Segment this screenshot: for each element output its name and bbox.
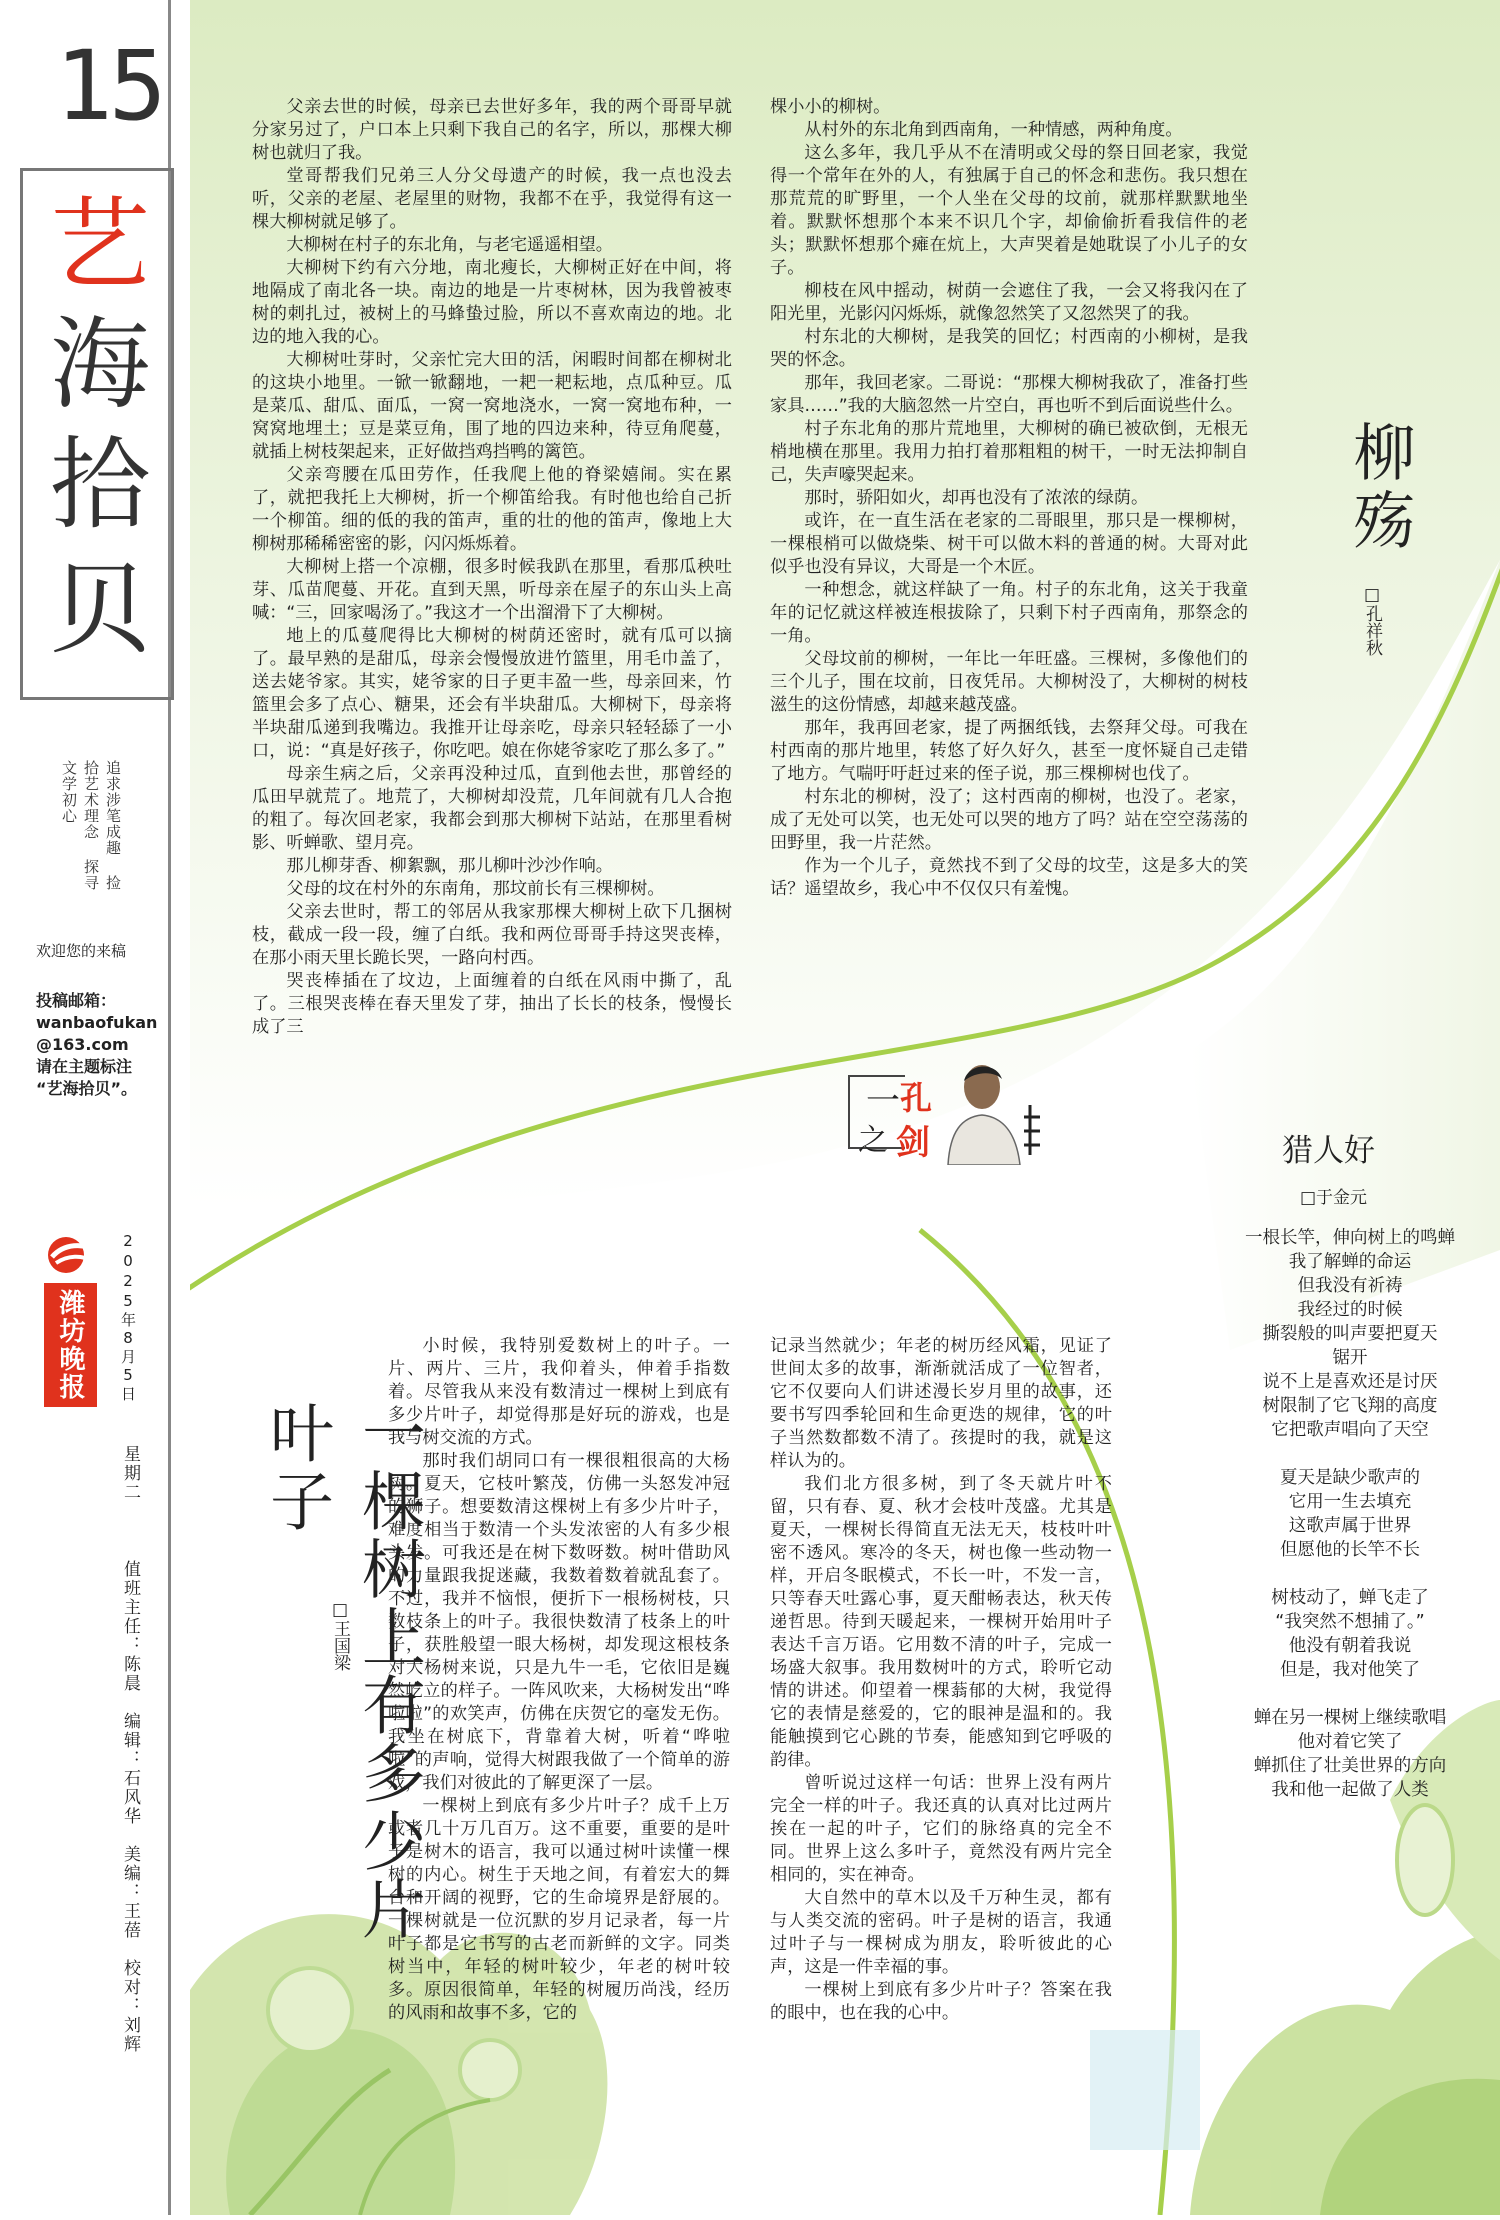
poem-line: 蝉在另一棵树上继续歌唱 [1253,1708,1447,1728]
paragraph: 大柳树下约有六分地，南北瘦长，大柳树正好在中间，将地隔成了南北各一块。南边的地是一片枣树林，因为我曾被枣树的刺扎过，被树上的马蜂蛰过脸，所以不喜欢南边的地。北边的地入我的心。 [252,258,732,347]
article-liushang-col2 [770,96,1248,901]
poem-line: 它用一生去填充 [1288,1492,1412,1512]
slogan-line: 追求涉笔成趣 [104,760,122,856]
article-leaves-col2 [770,1335,1112,2025]
author-portrait [940,1055,1050,1165]
section-title-char: 贝 [50,551,150,668]
stamp-char: 剑 [896,1123,930,1163]
staff-role: 美编： [120,1845,140,1902]
paragraph: 大柳树在村子的东北角，与老宅遥遥相望。 [286,235,613,255]
paragraph: 父亲去世时，帮工的邻居从我家那棵大柳树上砍下几捆树枝，截成一段一段，缠了白纸。我和两位哥哥手持这哭丧棒，在那小雨天里长跪长哭，一路向村西。 [252,902,732,968]
paragraph: 父亲去世的时候，母亲已去世好多年，我的两个哥哥早就分家另过了，户口本上只剩下我自己的名字，所以，那棵大柳树也就归了我。 [252,97,732,163]
poem-line: 但是，我对他笑了 [1280,1660,1420,1680]
paragraph: 那时，骄阳如火，却再也没有了浓浓的绿荫。 [804,488,1149,508]
staff-role: 校对： [120,1959,140,2016]
poem-line: 他对着它笑了 [1297,1732,1403,1752]
stanza-gap [1215,1682,1485,1706]
newspaper-name: 潍坊晚报 [44,1283,97,1407]
poem-line: 夏天是缺少歌声的 [1280,1468,1420,1488]
stamp-char: 之 [858,1123,888,1158]
poem-line: “我突然不想捕了。” [1275,1612,1425,1632]
article-leaves-author: □王国梁 [330,1600,350,1671]
stanza-gap [1215,1442,1485,1466]
paragraph: 作为一个儿子，竟然找不到了父母的坟茔，这是多大的笑话？遥望故乡，我心中不仅仅只有羞愧。 [770,856,1248,899]
paragraph: 哭丧棒插在了坟边，上面缠着的白纸在风雨中撕了，乱了。三根哭丧棒在春天里发了芽，抽出了长长的枝条，慢慢长成了三 [252,971,732,1037]
article-liushang-col1 [252,96,732,1039]
stamp-char: 一 [866,1081,900,1121]
paragraph: 曾听说过这样一句话：世界上没有两片完全一样的叶子。我还真的认真对比过两片挨在一起的叶子，它们的脉络真的完全不同。世界上这么多叶子，竟然没有两片完全相同的，实在神奇。 [770,1773,1112,1885]
welcome-text: 欢迎您的来稿 [36,942,127,960]
poem-line: 锯开 [1332,1348,1368,1368]
paragraph: 村东北的大柳树，是我笑的回忆；村西南的小柳树，是我哭的怀念。 [770,327,1248,370]
staff-name: 陈晨 [120,1655,140,1693]
poem-line: 一根长竿，伸向树上的鸣蝉 [1245,1228,1455,1248]
stamp-char: 孔 [900,1079,933,1117]
article-liushang-title: 柳殇 [1343,420,1416,556]
swirl-icon [44,1235,100,1275]
slogan-line: 探寻文学初心 [60,760,100,891]
staff-name: 石风华 [120,1769,140,1826]
poem-line: 我了解蝉的命运 [1288,1252,1412,1272]
email-user[interactable]: wanbaofukan [36,1013,158,1032]
poem-line: 树限制了它飞翔的高度 [1262,1396,1438,1416]
poem-author: □于金元 [1300,1188,1368,1208]
paragraph: 柳枝在风中摇动，树荫一会遮住了我，一会又将我闪在了阳光里，光影闪闪烁烁，就像忽然笑了又忽然哭了的我。 [770,281,1248,324]
poem-line: 但愿他的长竿不长 [1280,1540,1420,1560]
paragraph: 村子东北角的那片荒地里，大柳树的确已被砍倒，无根无梢地横在那里。我用力拍打着那粗粗的树干，一时无法抑制自己，失声嚎哭起来。 [770,419,1248,485]
stanza-gap [1215,1562,1485,1586]
poem-line: 但我没有祈祷 [1297,1276,1403,1296]
section-sidebar [0,0,190,2215]
newspaper-logo [44,1235,104,1407]
date: 2025年8月5日 [119,1232,137,1403]
article-leaves-col1 [388,1335,730,2025]
email-label: 投稿邮箱： [36,991,117,1010]
paragraph: 那儿柳芽香、柳絮飘，那儿柳叶沙沙作响。 [286,856,613,876]
weekday: 星期二 [120,1445,140,1502]
page-number: 15 [55,30,163,142]
author-stamp [848,1055,1063,1165]
paragraph: 父亲弯腰在瓜田劳作，任我爬上他的脊梁嬉闹。实在累了，就把我托上大柳树，折一个柳笛给我。有时他也给自己折一个柳笛。细的低的我的笛声，重的壮的他的笛声，像地上大柳树那稀稀密密的影，闪闪烁烁着。 [252,465,732,554]
paragraph: 地上的瓜蔓爬得比大柳树的树荫还密时，就有瓜可以摘了。最早熟的是甜瓜，母亲会慢慢放进竹篮里，用毛巾盖了，送去姥爷家。其实，姥爷家的日子更丰盈一些，母亲回来，竹篮里会多了点心、糖果，还会有半块甜瓜。大柳树下，母亲将半块甜瓜递到我嘴边。我推开让母亲吃，母亲只轻轻舔了一小口，说：“真是好孩子，你吃吧。娘在你姥爷家吃了那么多了。” [252,626,732,761]
paragraph: 或许，在一直生活在老家的二哥眼里，那只是一棵柳树，一棵根梢可以做烧柴、树干可以做木料的普通的树。大哥对此似乎也没有异议，大哥是一个木匠。 [770,511,1248,577]
article-leaves-title: 一棵树上有多少片叶子 [259,1400,425,1944]
submission-info [36,990,176,1100]
poem-body [1215,1226,1485,1802]
poem-line: 蝉抓住了壮美世界的方向 [1253,1756,1447,1776]
paragraph: 一种想念，就这样缺了一角。村子的东北角，这关于我童年的记忆就这样被连根拔除了，只剩下村子西南角，那祭念的一角。 [770,580,1248,646]
article-liushang-author: □孔祥秋 [1362,585,1382,656]
paragraph: 从村外的东北角到西南角，一种情感，两种角度。 [804,120,1183,140]
editorial-staff [118,1560,143,2220]
paragraph: 大柳树吐芽时，父亲忙完大田的活，闲暇时间都在柳树北的这块小地里。一锨一锨翻地，一耙一耙耘地，点瓜种豆。瓜是菜瓜、甜瓜、面瓜，一窝一窝地浇水，一窝一窝地布种，一窝窝地埋土；豆是菜豆角，围了地的四边来种，待豆角爬蔓，就插上树枝架起来，正好做挡鸡挡鸭的篱笆。 [252,350,732,462]
section-title-char: 海 [50,306,150,423]
poem-line: 他没有朝着我说 [1288,1636,1412,1656]
paragraph: 一棵树上到底有多少片叶子？成千上万或者几十万几百万。这不重要，重要的是叶子是树木的语言，我可以通过树叶读懂一棵树的内心。树生于天地之间，有着宏大的舞台和开阔的视野，它的生命境界是舒展的。一棵树就是一位沉默的岁月记录者，每一片叶子都是它书写的古老而新鲜的文字。同类树当中，年轻的树叶较少，年老的树叶较多。原因很简单，年轻的树履历尚浅，经历的风雨和故事不多，它的 [388,1796,730,2023]
email-domain[interactable]: @163.com [36,1035,129,1054]
poem-line: 说不上是喜欢还是讨厌 [1262,1372,1438,1392]
paragraph: 堂哥帮我们兄弟三人分父母遗产的时候，我一点也没去听，父亲的老屋、老屋里的财物，我都不在乎，我觉得有这一棵大柳树就足够了。 [252,166,732,232]
email-note: “艺海拾贝”。 [36,1079,138,1098]
staff-role: 值班主任： [120,1560,140,1655]
paragraph: 村东北的柳树，没了；这村西南的柳树，也没了。老家，成了无处可以笑，也无处可以哭的地方了吗？站在空空荡荡的田野里，我一片茫然。 [770,787,1248,853]
paragraph: 棵小小的柳树。 [770,97,891,117]
paragraph: 我们北方很多树，到了冬天就片叶不留，只有春、夏、秋才会枝叶茂盛。尤其是夏天，一棵树长得简直无法无天，枝枝叶叶密不透风。寒冷的冬天，树也像一些动物一样，开启冬眠模式，不长一叶，不发一言，只等春天吐露心事，夏天酣畅表达，秋天传递哲思。待到天暖起来，一棵树开始用叶子表达千言万语。它用数不清的叶子，完成一场盛大叙事。我用数树叶的方式，聆听它动情的讲述。仰望着一棵蓊郁的大树，我觉得它的表情是慈爱的，它的眼神是温和的。我能触摸到它心跳的节奏，能感知到它呼吸的韵律。 [770,1474,1112,1770]
paragraph: 那年，我再回老家，提了两捆纸钱，去祭拜父母。可我在村西南的那片地里，转悠了好久好久，甚至一度怀疑自己走错了地方。气喘吁吁赶过来的侄子说，那三棵柳树也伐了。 [770,718,1248,784]
staff-role: 编辑： [120,1712,140,1769]
paragraph: 父母坟前的柳树，一年比一年旺盛。三棵树，多像他们的三个儿子，围在坟前，日夜凭吊。大柳树没了，大柳树的树枝滋生的这份情感，却越来越茂盛。 [770,649,1248,715]
issue-date [118,1232,139,1432]
section-title-char: 拾 [50,426,150,543]
paragraph: 母亲生病之后，父亲再没种过瓜，直到他去世，那曾经的瓜田早就荒了。地荒了，大柳树却没荒，几年间就有几人合抱的粗了。每次回老家，我都会到那大柳树下站站，在那里看树影、听蝉歌、望月亮。 [252,764,732,853]
paragraph: 大柳树上搭一个凉棚，很多时候我趴在那里，看那瓜秧吐芽、瓜苗爬蔓、开花。直到天黑，听母亲在屋子的东山头上高喊：“三，回家喝汤了。”我这才一个出溜滑下了大柳树。 [252,557,732,623]
slogan-line: 捡拾艺术理念 [82,760,122,891]
paragraph: 小时候，我特别爱数树上的叶子。一片、两片、三片，我仰着头，伸着手指数着。尽管我从来没有数清过一棵树上到底有多少片叶子，却觉得那是好玩的游戏，也是我与树交流的方式。 [388,1336,730,1448]
paragraph: 这么多年，我几乎从不在清明或父母的祭日回老家，我觉得一个常年在外的人，有独属于自己的怀念和悲伤。我只想在那荒荒的旷野里，一个人坐在父母的坟前，就那样默默地坐着。默默怀想那个本来不识几个字，却偷偷折看我信件的老头；默默怀想那个瘫在炕上，大声哭着是她耽误了小儿子的女子。 [770,143,1248,278]
paragraph: 大自然中的草木以及千万种生灵，都有与人类交流的密码。叶子是树的语言，我通过叶子与一棵树成为朋友，聆听彼此的心声，这是一件幸福的事。 [770,1888,1112,1977]
paragraph: 那年，我回老家。二哥说：“那棵大柳树我砍了，准备打些家具……”我的大脑忽然一片空白，再也听不到后面说些什么。 [770,373,1248,416]
staff-name: 王蓓 [120,1902,140,1940]
section-slogan [58,760,124,900]
poem-line: 树枝动了，蝉飞走了 [1271,1588,1429,1608]
poem-line: 我和他一起做了人类 [1271,1780,1429,1800]
poem-line: 我经过的时候 [1297,1300,1403,1320]
paragraph: 父母的坟在村外的东南角，那坟前长有三棵柳树。 [286,879,665,899]
section-title-char: 艺 [50,186,150,303]
paragraph: 一棵树上到底有多少片叶子？答案在我的眼中，也在我的心中。 [770,1980,1112,2023]
email-note: 请在主题标注 [36,1057,133,1076]
poem-title: 猎人好 [1282,1133,1375,1169]
paragraph: 那时我们胡同口有一棵很粗很高的大杨树。夏天，它枝叶繁茂，仿佛一头怒发冲冠的狮子。想要数清这棵树上有多少片叶子，难度相当于数清一个头发浓密的人有多少根头发。可我还是在树下数呀数。树叶借助风的力量跟我捉迷藏，我数着数着就乱套了。不过，我并不恼恨，便折下一根杨树枝，只数枝条上的叶子。我很快数清了枝条上的叶子，获胜般望一眼大杨树，却发现这根枝条对大杨树来说，只是九牛一毛，它依旧是巍然屹立的样子。一阵风吹来，大杨树发出“哗啦啦”的欢笑声，仿佛在庆贺它的毫发无伤。我坐在树底下，背靠着大树，听着“哗啦啦”的声响，觉得大树跟我做了一个简单的游戏，我们对彼此的了解更深了一层。 [388,1451,730,1793]
poem-line: 撕裂般的叫声要把夏天 [1262,1324,1438,1344]
poem-line: 这歌声属于世界 [1288,1516,1412,1536]
paragraph: 记录当然就少；年老的树历经风霜，见证了世间太多的故事，渐渐就活成了一位智者，它不仅要向人们讲述漫长岁月里的故事，还要书写四季轮回和生命更迭的规律，它的叶子当然数都数不清了。孩提时的我，就是这样认为的。 [770,1336,1112,1471]
staff-name: 刘辉 [120,2016,140,2054]
poem-line: 它把歌声唱向了天空 [1271,1420,1429,1440]
